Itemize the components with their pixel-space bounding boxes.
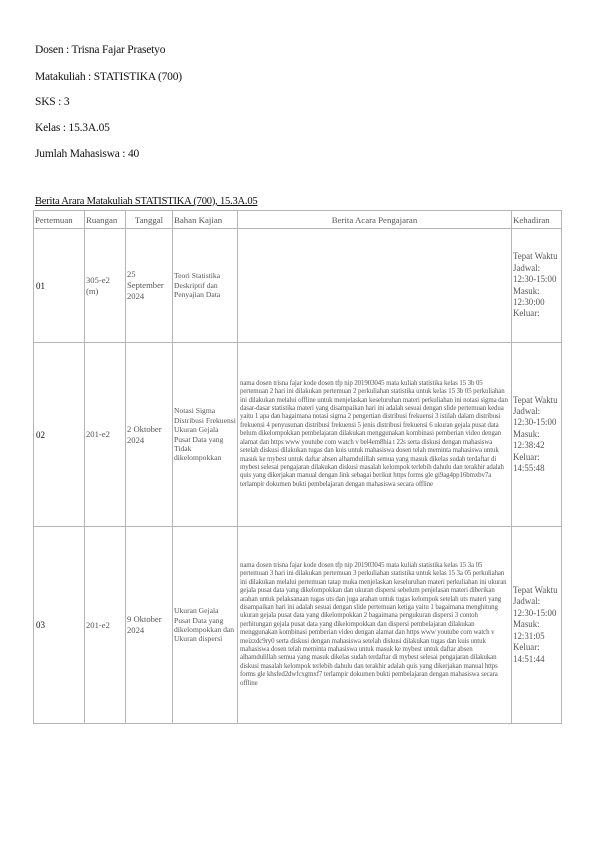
row-ruangan: 305-e2 (m) (85, 229, 126, 343)
lecturer-name: Dosen : Trisna Fajar Prasetyo (35, 44, 166, 56)
class-code: Kelas : 15.3A.05 (35, 122, 110, 134)
header-ruangan: Ruangan (85, 211, 126, 229)
row-kehadiran: Tepat Waktu Jadwal: 12:30-15:00 Masuk: 12:30:00 Keluar: (512, 229, 562, 343)
header-tanggal: Tanggal (126, 211, 173, 229)
header-pertemuan: Pertemuan (34, 211, 85, 229)
table-row (34, 343, 562, 527)
row-ruangan: 201-e2 (85, 527, 126, 724)
row-bahan-kajian: Ukuran Gejala Pusat Data yang dikelompokkan dan Ukuran dispersi (173, 527, 238, 724)
row-bahan-kajian: Teori Statistika Deskriptif dan Penyajian Data (173, 229, 238, 343)
table-row (34, 527, 562, 724)
row-berita-acara: nama dosen trisna fajar kode dosen tfp nip 201903045 mata kuliah statistika kelas 15 3b 05 pertemuan 2 hari ini dilakukan pertemuan 2 perkuliahan statistika untuk kelas 15 3b 05 perkuliahan ini dilakukan melalui offline untuk menjelaskan keseluruhan materi perkuliahan ini notasi sigma dan dasar-dasar statistika materi yang disampaikan hari ini adalah sesuai dengan slide pertemuan kedua yaitu 1 apa dan bagaimana notasi sigma 2 pengertian distribusi frekuensi 3 istilah dalam distribusi frekuensi 4 penyusunan distribusi frekuensi 5 jenis distribusi frekuensi 6 ukuran gejala pusat data belum dikelompokkan pembelajaran dilakukan menggunakan kombinasi pemberian video dengan alamat dan https www youtube com watch v bel4em8hia t 22s serta diskusi dengan mahasiswa setelah diskusi dilakukan tugas dan kuis untuk mahasiswa dosen telah meminta mahasiswa untuk masuk ke mybest untuk daftar absen alhamdulillah semua yang masuk dikelas sudah terdaftar di mybest selesai pengajaran dilakukan diskusi masalah kelompok terlebih dahulu dan terakhir adalah quis yang dikerjakan manual dengan link sebagai berikut https forms gle gi9ag4pp16bmxbv7a terlampir dokumen bukti pembelajaran dengan mahasiswa secara offline (238, 343, 512, 527)
row-berita-acara (238, 229, 512, 343)
row-tanggal: 9 Oktober 2024 (126, 527, 173, 724)
table-row (34, 229, 562, 343)
row-ruangan: 201-e2 (85, 343, 126, 527)
teaching-log-table (33, 210, 562, 724)
table-caption: Berita Arara Matakuliah STATISTIKA (700), 15.3A.05 (35, 196, 258, 207)
row-tanggal: 2 Oktober 2024 (126, 343, 173, 527)
row-pertemuan: 03 (34, 527, 85, 724)
student-count: Jumlah Mahasiswa : 40 (35, 148, 140, 160)
table-header-row (34, 211, 562, 229)
header-bahan-kajian: Bahan Kajian (173, 211, 238, 229)
row-berita-acara: nama dosen trisna fajar kode dosen tfp nip 201903045 mata kuliah statistika kelas 15 3a 05 pertemuan 3 hari ini dilakukan pertemuan 3 perkuliahan statistika untuk kelas 15 3a 05 perkuliahan ini dilakukan melalui pertemuan tatap muka menjelaskan keseluruhan materi perkuliahan ini ukuran gejala pusat data yang dikelompokkan dan ukuran dispersi sebelum penjelasan materi diberikan arahan untuk pelaksanaan tugas uts dan juga arahan untuk tugas kelompok setelah uts materi yang disampaikan hari ini adalah sesuai dengan slide pertemuan ketiga yaitu 1 bagaimana menghitung ukuran gejala pusat data yang dikelompokkan 2 bagaimana pengukuran dispersi 3 contoh perhitungan gejala pusat data yang dikelompokkan dan dispersi pembelajaran dilakukan menggunakan kombinasi pemberian video dengan alamat dan https www youtube com watch v meizzdc9ry0 serta diskusi dengan mahasiswa setelah diskusi dilakukan tugas dan kuis untuk mahasiswa dosen telah meminta mahasiswa untuk masuk ke mybest untuk daftar absen alhamdulillah semua yang masuk dikelas sudah terdaftar di mybest selesai pengajaran dilakukan diskusi masalah kelompok terlebih dahulu dan terakhir adalah quis yang dikerjakan manual https forms gle khsfed2dwfcxgmxf7 terlampir dokumen bukti pembelajaran dengan mahasiswa secara offline (238, 527, 512, 724)
row-kehadiran: Tepat Waktu Jadwal: 12:30-15:00 Masuk: 12:31:05 Keluar: 14:51:44 (512, 527, 562, 724)
header-kehadiran: Kehadiran (512, 211, 562, 229)
row-pertemuan: 02 (34, 343, 85, 527)
course-name: Matakuliah : STATISTIKA (700) (35, 71, 182, 83)
credit-units: SKS : 3 (35, 96, 70, 108)
header-berita-acara: Berita Acara Pengajaran (238, 211, 512, 229)
row-tanggal: 25 September 2024 (126, 229, 173, 343)
row-kehadiran: Tepat Waktu Jadwal: 12:30-15:00 Masuk: 12:38:42 Keluar: 14:55:48 (512, 343, 562, 527)
row-bahan-kajian: Notasi Sigma Distribusi Frekuensi Ukuran Gejala Pusat Data yang Tidak dikelompokkan (173, 343, 238, 527)
row-pertemuan: 01 (34, 229, 85, 343)
